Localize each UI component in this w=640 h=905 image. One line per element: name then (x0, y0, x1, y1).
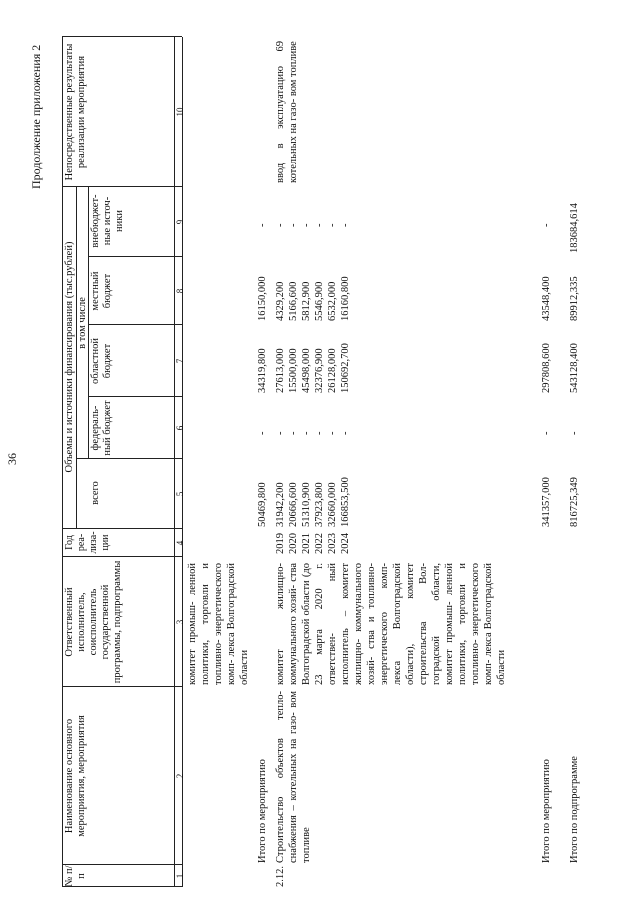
total1-fed: - (257, 431, 268, 435)
row-all: 37923,800 (314, 482, 325, 527)
row-vne: - (327, 223, 338, 227)
total2-obl: 297808,600 (541, 343, 552, 393)
colnum-5: 5 (175, 491, 185, 497)
total2-all: 341357,000 (541, 477, 552, 527)
row-year: 2022 (314, 533, 325, 554)
row-fed: - (288, 431, 299, 435)
total2-vne: - (541, 223, 552, 227)
colnum-4: 4 (175, 540, 185, 546)
header-extrabudget: внебюджет- ные источ- ники (90, 194, 125, 248)
colnum-8: 8 (175, 288, 185, 294)
row-fed: - (340, 431, 351, 435)
total1-obl: 34319,800 (257, 348, 268, 393)
row-year: 2019 (275, 533, 286, 554)
row-vne: - (314, 223, 325, 227)
row-all: 51310,900 (301, 482, 312, 527)
header-year: Год реа- лиза- ции (64, 531, 111, 554)
row-mest: 16160,800 (340, 276, 351, 321)
row-fed: - (275, 431, 286, 435)
total2-mest: 43548,400 (541, 276, 552, 321)
row-mest: 5546,900 (314, 281, 325, 321)
item-number: 2.12. (275, 866, 286, 887)
item-executor: комитет жилищно- коммунального хозяй- ства Волгоградской области (до 23 марта 2020 г. ответствен- ный исполнитель – комитет жилищно- коммунального хозяй- ства и топливно- энергетического комп- лекса Волгоградской области), комитет строительства Вол- гоградской области, комитет промыш- ленной политики, торговли и топливно- энергетического комп- лекса Волгоградской области (275, 563, 507, 685)
total2-fed: - (541, 431, 552, 435)
header-total: всего (90, 481, 101, 505)
row-year: 2024 (340, 533, 351, 554)
row-fed: - (314, 431, 325, 435)
colnum-10: 10 (175, 107, 185, 117)
row-mest: 5812,900 (301, 281, 312, 321)
header-including: в том числе (77, 297, 88, 349)
header-financing: Объемы и источники финансирования (тыс.рублей) (64, 241, 75, 473)
continued-executor: комитет промыш- ленной политики, торговли и топливно- энергетического комп- лекса Волгоградской области (187, 563, 250, 685)
row-mest: 5166,600 (288, 281, 299, 321)
row-vne: - (301, 223, 312, 227)
colnum-9: 9 (175, 219, 185, 225)
total2-label: Итого по мероприятию (541, 759, 552, 863)
row-vne: - (275, 223, 286, 227)
total1-all: 50469,800 (257, 482, 268, 527)
total3-label: Итого по подпрограмме (569, 756, 580, 863)
row-year: 2023 (327, 533, 338, 554)
continuation-label: Продолжение приложения 2 (29, 44, 43, 189)
row-obl: 45498,000 (301, 348, 312, 393)
header-num: № п/п (64, 865, 87, 887)
total1-mest: 16150,000 (257, 276, 268, 321)
colnum-6: 6 (175, 425, 185, 431)
header-name: Наименование основного мероприятия, мероприятия (64, 715, 87, 837)
row-mest: 6532,000 (327, 281, 338, 321)
row-all: 20666,600 (288, 482, 299, 527)
total3-all: 816725,349 (569, 477, 580, 527)
total3-obl: 543128,400 (569, 343, 580, 393)
total3-vne: 183684,614 (569, 203, 580, 253)
total3-mest: 89912,335 (569, 276, 580, 321)
row-obl: 150692,700 (340, 343, 351, 393)
row-all: 31942,200 (275, 482, 286, 527)
row-obl: 26128,000 (327, 348, 338, 393)
colnum-2: 2 (175, 773, 185, 779)
row-fed: - (327, 431, 338, 435)
total1-label: Итого по мероприятию (257, 759, 268, 863)
header-local: местный бюджет (90, 271, 113, 311)
header-results: Непосредственные результаты реализации мероприятия (64, 43, 87, 181)
total3-fed: - (569, 431, 580, 435)
row-vne: - (288, 223, 299, 227)
row-obl: 32376,900 (314, 348, 325, 393)
item-name: Строительство объектов тепло- снабжения – котельных на газо- вом топливе (275, 691, 312, 863)
colnum-7: 7 (175, 358, 185, 364)
row-year: 2021 (301, 533, 312, 554)
row-mest: 4329,200 (275, 281, 286, 321)
row-vne: - (340, 223, 351, 227)
row-all: 32660,000 (327, 482, 338, 527)
row-all: 166853,500 (340, 477, 351, 527)
row-year: 2020 (288, 533, 299, 554)
header-executor: Ответственный исполнитель, соисполнитель государственной программы, подпрограммы (64, 560, 123, 684)
header-federal: федераль- ный бюджет (90, 400, 113, 456)
colnum-1: 1 (175, 873, 185, 879)
item-result: ввод в эксплуатацию 69 котельных на газо- вом топливе (275, 41, 299, 183)
total1-vne: - (257, 223, 268, 227)
row-obl: 15500,000 (288, 348, 299, 393)
row-fed: - (301, 431, 312, 435)
colnum-3: 3 (175, 619, 185, 625)
page-number: 36 (5, 453, 19, 465)
header-regional: областной бюджет (90, 338, 113, 384)
row-obl: 27613,000 (275, 348, 286, 393)
